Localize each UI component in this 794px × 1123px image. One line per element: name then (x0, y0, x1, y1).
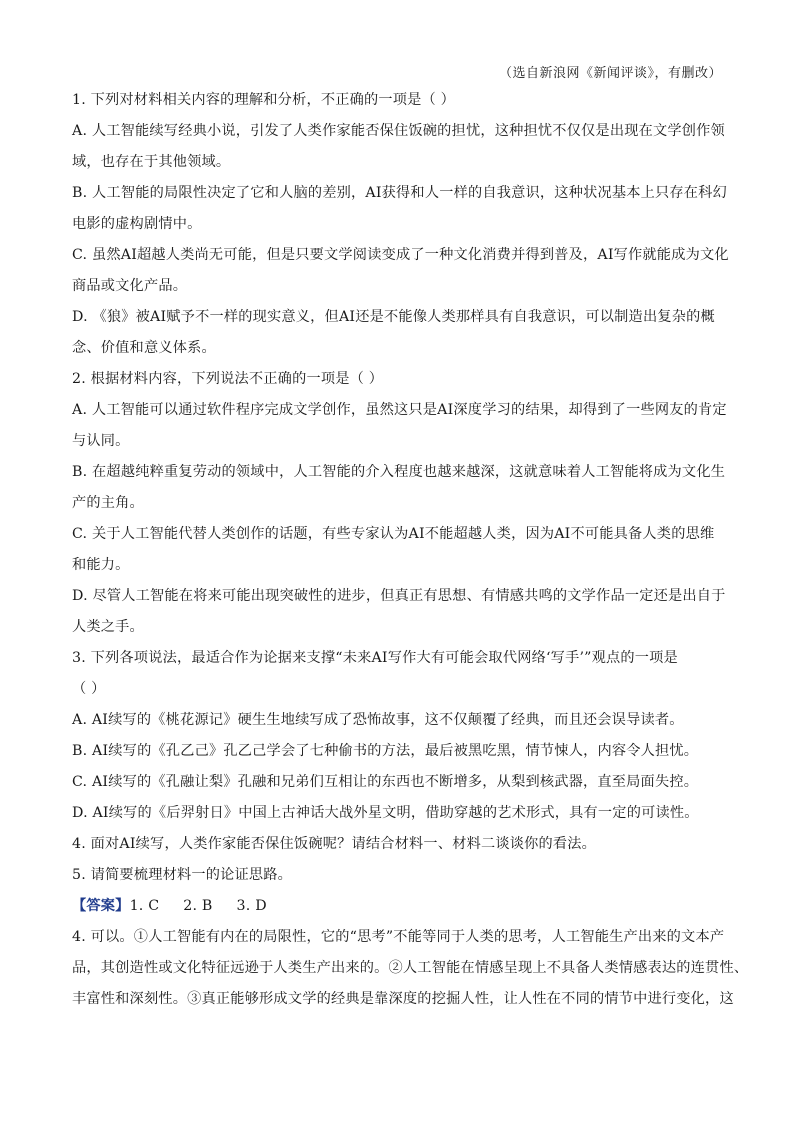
text-line: 1. 下列对材料相关内容的理解和分析，不正确的一项是（ ） (72, 92, 456, 108)
text-line: 5. 请简要梳理材料一的论证思路。 (72, 867, 293, 883)
text-line: 与认同。 (72, 433, 130, 449)
answer-explanation (72, 922, 749, 1015)
answer-tag: 【答案】 (72, 898, 130, 914)
text-line: 4. 可以。①人工智能有内在的局限性，它的“思考”不能等同于人类的思考，人工智能生产出来的文本产 (72, 929, 725, 945)
text-line: 品，其创造性或文化特征远逊于人类生产出来的。②人工智能在情感呈现上不具备人类情感表达的连贯性、 (72, 960, 749, 976)
answer-item: 1. C (129, 898, 160, 914)
text-line: A. 人工智能可以通过软件程序完成文学创作，虽然这只是AI深度学习的结果，却得到了一些网友的肯定 (72, 402, 727, 418)
question-block (72, 85, 729, 891)
text-line: 3. 下列各项说法，最适合作为论据来支撑“未来AI写作大有可能会取代网络‘写手’”观点的一项是 (72, 650, 678, 666)
text-line: 电影的虚构剧情中。 (72, 216, 202, 232)
text-line: A. 人工智能续写经典小说，引发了人类作家能否保住饭碗的担忧，这种担忧不仅仅是出现在文学创作领 (72, 123, 725, 139)
text-line: A. AI续写的《桃花源记》硬生生地续写成了恐怖故事，这不仅颠覆了经典，而且还会误导读者。 (72, 712, 684, 728)
text-line: 丰富性和深刻性。③真正能够形成文学的经典是靠深度的挖掘人性，让人性在不同的情节中进行变化，这 (72, 991, 734, 1007)
text-line: 产的主角。 (72, 495, 144, 511)
text-line: 2. 根据材料内容，下列说法不正确的一项是（ ） (72, 371, 384, 387)
answer-line (72, 891, 722, 922)
text-line: B. 在超越纯粹重复劳动的领域中，人工智能的介入程度也越来越深，这就意味着人工智能将成为文化生 (72, 464, 726, 480)
text-line: D. 尽管人工智能在将来可能出现突破性的进步，但真正有思想、有情感共鸣的文学作品一定还是出自于 (72, 588, 726, 604)
source-citation: （选自新浪网《新闻评谈》，有删改） (498, 66, 722, 81)
text-line: D. AI续写的《后羿射日》中国上古神话大战外星文明，借助穿越的艺术形式，具有一定的可读性。 (72, 805, 699, 821)
answer-item: 3. D (236, 898, 267, 914)
text-line: 人类之手。 (72, 619, 144, 635)
text-line: B. AI续写的《孔乙己》孔乙己学会了七种偷书的方法，最后被黑吃黑，情节悚人，内容令人担忧。 (72, 743, 699, 759)
text-line: D. 《狼》被AI赋予不一样的现实意义，但AI还是不能像人类那样具有自我意识，可以制造出复杂的概 (72, 309, 715, 325)
text-line: C. 虽然AI超越人类尚无可能，但是只要文学阅读变成了一种文化消费并得到普及，AI写作就能成为文化 (72, 247, 729, 263)
text-line: C. AI续写的《孔融让梨》孔融和兄弟们互相让的东西也不断增多，从梨到核武器，直至局面失控。 (72, 774, 699, 790)
document-page (72, 62, 749, 1015)
text-line: 4. 面对AI续写，人类作家能否保住饭碗呢？请结合材料一、材料二谈谈你的看法。 (72, 836, 597, 852)
text-line: C. 关于人工智能代替人类创作的话题，有些专家认为AI不能超越人类，因为AI不可能具备人类的思维 (72, 526, 715, 542)
text-line: B. 人工智能的局限性决定了它和人脑的差别，AI获得和人一样的自我意识，这种状况基本上只存在科幻 (72, 185, 727, 201)
text-line: 念、价值和意义体系。 (72, 340, 216, 356)
text-line: 和能力。 (72, 557, 130, 573)
text-line: 商品或文化产品。 (72, 278, 188, 294)
answer-item: 2. B (183, 898, 213, 914)
text-line: （ ） (72, 681, 106, 697)
text-line: 域，也存在于其他领域。 (72, 154, 231, 170)
